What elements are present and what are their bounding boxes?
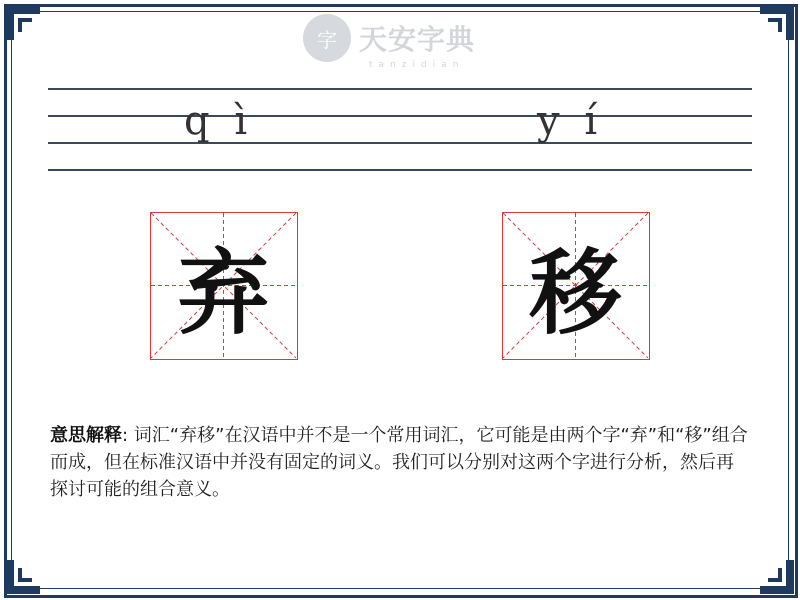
watermark-logo [303,12,498,72]
corner-ornament-bottom-left [4,556,44,596]
corner-ornament-top-right [756,4,796,44]
staff-line [48,142,752,144]
explanation-label: 意思解释 [50,425,122,446]
pinyin-1: q ì [184,98,254,144]
staff-line [48,169,752,171]
staff-line [48,88,752,90]
logo-mark-icon: 字 [303,14,351,62]
logo-subtitle: tanzidian [369,60,465,70]
tianzige-grid-2 [502,212,650,360]
explanation-separator: : [122,425,134,446]
pinyin-staff [48,88,752,172]
explanation [50,422,750,503]
pinyin-2: y í [537,98,604,144]
corner-ornament-top-left [4,4,44,44]
staff-line [48,115,752,117]
tianzige-grid-1 [150,212,298,360]
logo-name: 天安字典 [359,23,476,56]
character-2: 移 [529,239,622,347]
corner-ornament-bottom-right [756,556,796,596]
character-1: 弃 [177,239,270,347]
explanation-text: 词汇“弃移”在汉语中并不是一个常用词汇，它可能是由两个字“弃”和“移”组合而成，但在标准汉语中并没有固定的词义。我们可以分别对这两个字进行分析，然后再探讨可能的组合意义。 [50,425,748,500]
